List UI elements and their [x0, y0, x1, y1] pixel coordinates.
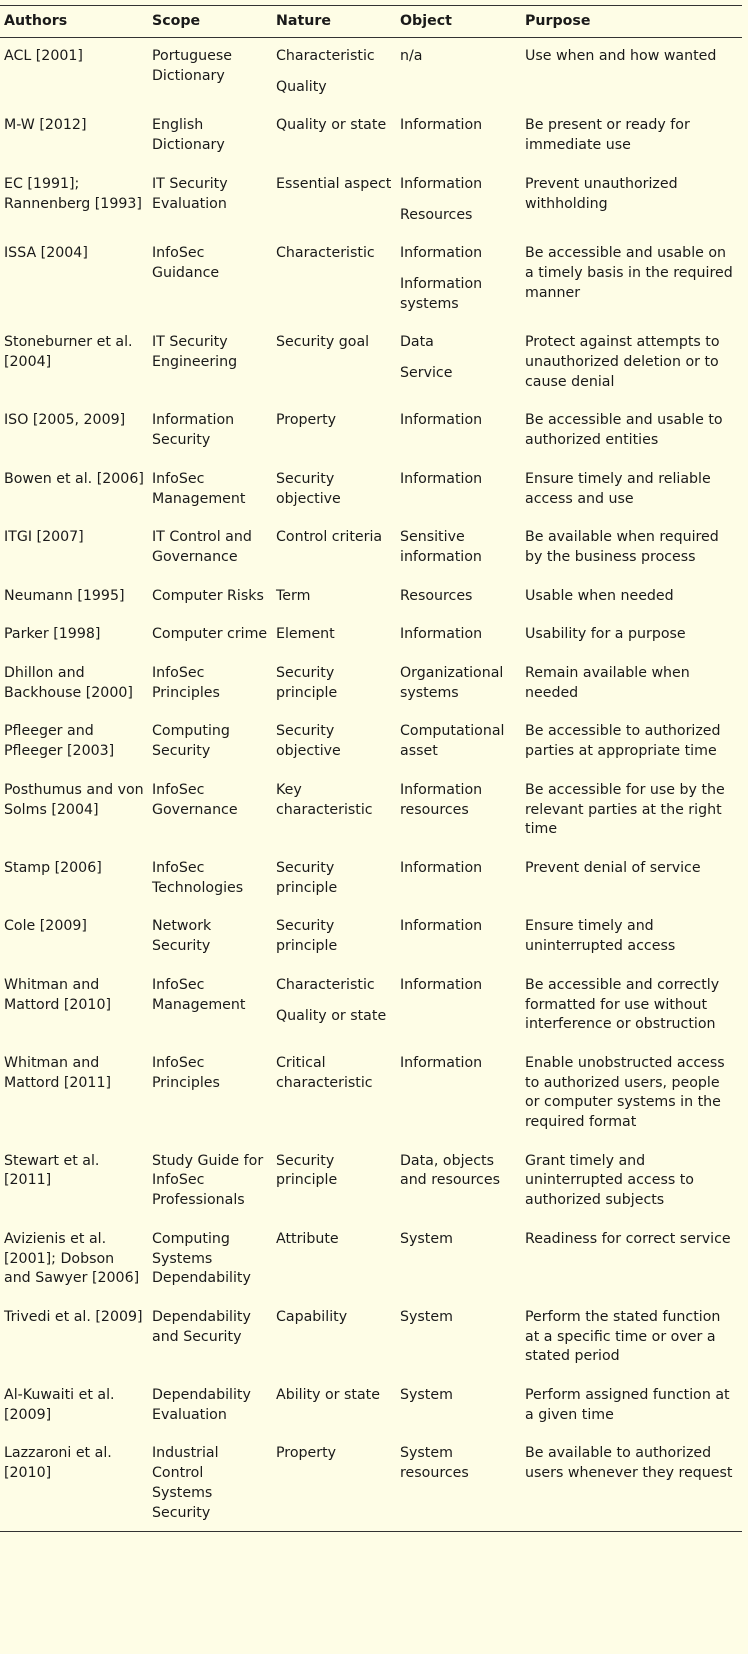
cell-object — [396, 967, 521, 1045]
object-item: System — [400, 1308, 453, 1325]
cell-purpose: Ensure timely and reliable access and use — [525, 470, 711, 507]
cell-scope: InfoSec Management — [152, 976, 246, 1013]
nature-item: Property — [276, 412, 337, 429]
cell-purpose: Use when and how wanted — [525, 48, 717, 64]
cell-scope: English Dictionary — [152, 117, 225, 154]
cell-authors: Lazzaroni et al. [2010] — [0, 1435, 148, 1531]
cell-authors: Bowen et al. [2006] — [4, 470, 144, 487]
cell-purpose: Usable when needed — [525, 587, 674, 604]
cell-scope: Computing Security — [152, 723, 230, 760]
object-item: Information — [400, 1054, 483, 1071]
cell-authors: Stewart et al. [2011] — [4, 1152, 100, 1189]
cell-authors: Pfleeger and Pfleeger [2003] — [4, 723, 115, 760]
object-item: System — [400, 1387, 453, 1404]
object-item: Data — [400, 334, 434, 351]
nature-item: Security principle — [276, 918, 338, 955]
nature-item: Control criteria — [276, 529, 383, 546]
cell-object — [396, 1435, 521, 1531]
cell-authors: M-W [2012] — [4, 117, 87, 134]
cell-object — [396, 1299, 521, 1377]
cell-authors: Neumann [1995] — [4, 587, 125, 604]
cell-nature — [272, 166, 396, 235]
cell-purpose: Be present or ready for immediate use — [525, 117, 690, 154]
cell-scope: InfoSec Technologies — [152, 859, 244, 896]
cell-object — [396, 402, 521, 460]
cell-authors: ACL [2001] — [4, 48, 83, 64]
cell-purpose: Enable unobstructed access to authorized users, people or computer systems in the required format — [525, 1054, 725, 1131]
table-row — [0, 1377, 742, 1435]
cell-scope: Portuguese Dictionary — [152, 48, 232, 84]
cell-scope: Computer Risks — [152, 587, 264, 604]
table-row — [0, 235, 742, 324]
cell-nature — [272, 578, 396, 617]
cell-purpose: Be accessible and usable on a timely basis in the required manner — [525, 245, 733, 301]
header-scope: Scope — [148, 6, 272, 38]
object-item: System resources — [400, 1445, 469, 1482]
cell-nature — [272, 713, 396, 771]
cell-nature — [272, 38, 396, 108]
nature-item: Characteristic — [276, 976, 375, 993]
nature-item: Security objective — [276, 723, 341, 760]
header-authors: Authors — [0, 6, 148, 38]
table-row — [0, 772, 742, 850]
object-item: Organizational systems — [400, 665, 504, 701]
object-item: Information — [400, 626, 483, 643]
cell-nature — [272, 1143, 396, 1221]
cell-scope: Network Security — [152, 918, 212, 955]
cell-purpose: Perform assigned function at a given time — [525, 1387, 730, 1423]
cell-scope: Computing Systems Dependability — [152, 1230, 251, 1287]
cell-nature — [272, 967, 396, 1045]
cell-object — [396, 908, 521, 966]
table-row — [0, 967, 742, 1045]
cell-scope: IT Security Evaluation — [152, 175, 228, 212]
nature-item: Characteristic — [276, 48, 375, 64]
cell-object — [396, 1377, 521, 1435]
cell-nature — [272, 461, 396, 519]
cell-scope: Dependability and Security — [152, 1308, 251, 1345]
table-row — [0, 908, 742, 966]
cell-object — [396, 850, 521, 908]
cell-purpose: Remain available when needed — [525, 665, 690, 701]
cell-purpose: Protect against attempts to unauthorized deletion or to cause denial — [525, 334, 720, 390]
nature-item: Essential aspect — [276, 175, 392, 192]
cell-purpose: Usability for a purpose — [525, 626, 686, 643]
cell-object — [396, 578, 521, 617]
table-row — [0, 38, 742, 108]
cell-authors: Stamp [2006] — [4, 859, 102, 876]
cell-scope: InfoSec Principles — [152, 665, 220, 701]
object-item: Service — [400, 365, 453, 382]
cell-nature — [272, 1377, 396, 1435]
cell-purpose: Perform the stated function at a specific time or over a stated period — [525, 1308, 721, 1365]
cell-purpose: Be accessible and usable to authorized entities — [525, 412, 723, 449]
nature-item: Critical characteristic — [276, 1054, 373, 1091]
cell-nature — [272, 772, 396, 850]
cell-authors: Trivedi et al. [2009] — [4, 1308, 143, 1325]
table-row — [0, 1045, 742, 1143]
nature-item: Quality or state — [276, 117, 387, 134]
cell-purpose: Grant timely and uninterrupted access to authorized subjects — [525, 1152, 694, 1209]
cell-authors: Whitman and Mattord [2011] — [4, 1054, 112, 1091]
cell-authors: ITGI [2007] — [4, 529, 84, 546]
cell-object — [396, 616, 521, 655]
cell-object — [396, 1045, 521, 1143]
nature-item: Term — [276, 587, 311, 604]
table-row — [0, 324, 742, 402]
cell-nature — [272, 107, 396, 165]
header-nature: Nature — [272, 6, 396, 38]
object-item: Information — [400, 117, 483, 134]
cell-scope: InfoSec Governance — [152, 781, 238, 818]
table-body — [0, 38, 742, 1532]
cell-nature — [272, 519, 396, 577]
table-row — [0, 107, 742, 165]
cell-purpose: Be accessible and correctly formatted for use without interference or obstruction — [525, 976, 720, 1033]
cell-object — [396, 655, 521, 713]
table-row — [0, 402, 742, 460]
nature-item: Ability or state — [276, 1387, 380, 1404]
cell-scope: Industrial Control Systems Security — [148, 1435, 272, 1531]
cell-purpose: Prevent unauthorized withholding — [525, 175, 678, 212]
cell-purpose: Be accessible to authorized parties at appropriate time — [525, 723, 721, 760]
table-row — [0, 578, 742, 617]
cell-object — [396, 1143, 521, 1221]
object-item: Data, objects and resources — [400, 1152, 500, 1189]
object-item: Information — [400, 976, 483, 993]
cell-scope: InfoSec Management — [152, 470, 246, 507]
cell-nature — [272, 324, 396, 402]
cell-object — [396, 772, 521, 850]
table-row — [0, 461, 742, 519]
header-row — [0, 6, 742, 38]
cell-authors: Cole [2009] — [4, 918, 87, 935]
availability-definitions-table — [0, 5, 742, 1532]
cell-purpose: Prevent denial of service — [525, 859, 701, 876]
header-object: Object — [396, 6, 521, 38]
object-item: n/a — [400, 48, 423, 64]
cell-nature — [272, 1299, 396, 1377]
cell-purpose: Ensure timely and uninterrupted access — [525, 918, 676, 955]
table-row — [0, 166, 742, 235]
nature-item: Property — [276, 1445, 337, 1462]
cell-nature — [272, 616, 396, 655]
object-item: Information — [400, 245, 483, 262]
cell-object — [396, 519, 521, 577]
table-row — [0, 850, 742, 908]
cell-object — [396, 235, 521, 324]
nature-item: Security objective — [276, 470, 341, 507]
cell-nature — [272, 850, 396, 908]
cell-authors: EC [1991]; Rannenberg [1993] — [4, 175, 142, 212]
cell-authors: Al-Kuwaiti et al. [2009] — [4, 1387, 115, 1423]
nature-item: Key characteristic — [276, 781, 373, 818]
nature-item: Security goal — [276, 334, 370, 351]
nature-item: Quality or state — [276, 1007, 387, 1024]
cell-nature — [272, 235, 396, 324]
cell-scope: Computer crime — [152, 626, 268, 643]
cell-nature — [272, 402, 396, 460]
table-row — [0, 713, 742, 771]
nature-item: Quality — [276, 78, 327, 95]
cell-scope: InfoSec Guidance — [152, 245, 220, 281]
table-row — [0, 1143, 742, 1221]
cell-purpose: Be available to authorized users whenever they request — [521, 1435, 742, 1531]
object-item: Information — [400, 918, 483, 935]
nature-item: Element — [276, 626, 335, 643]
object-item: System — [400, 1230, 453, 1247]
table-row — [0, 616, 742, 655]
cell-nature — [272, 1435, 396, 1531]
cell-purpose: Be available when required by the business process — [525, 529, 719, 565]
table-row — [0, 1299, 742, 1377]
cell-object — [396, 324, 521, 402]
cell-purpose: Be accessible for use by the relevant parties at the right time — [525, 781, 725, 838]
table-row — [0, 1221, 742, 1299]
cell-object — [396, 713, 521, 771]
object-item: Information resources — [400, 781, 483, 818]
cell-authors: Stoneburner et al. [2004] — [4, 334, 133, 371]
cell-object — [396, 166, 521, 235]
nature-item: Security principle — [276, 1152, 338, 1189]
cell-nature — [272, 1221, 396, 1299]
cell-authors: Posthumus and von Solms [2004] — [4, 781, 144, 818]
cell-object — [396, 38, 521, 108]
nature-item: Security principle — [276, 859, 338, 896]
cell-authors: Parker [1998] — [4, 626, 101, 643]
cell-nature — [272, 1045, 396, 1143]
object-item: Computational asset — [400, 723, 505, 760]
object-item: Information — [400, 412, 483, 429]
cell-nature — [272, 908, 396, 966]
object-item: Resources — [400, 206, 473, 223]
cell-authors: ISO [2005, 2009] — [4, 412, 126, 429]
cell-scope: IT Control and Governance — [152, 529, 252, 565]
cell-nature — [272, 655, 396, 713]
cell-purpose: Readiness for correct service — [525, 1230, 731, 1247]
nature-item: Capability — [276, 1308, 348, 1325]
object-item: Information — [400, 470, 483, 487]
nature-item: Attribute — [276, 1230, 339, 1247]
cell-authors: Avizienis et al. [2001]; Dobson and Sawyer [2006] — [4, 1230, 140, 1287]
object-item: Sensitive information — [400, 529, 482, 565]
table-row — [0, 655, 742, 713]
table-row — [0, 1435, 742, 1531]
table-row — [0, 519, 742, 577]
cell-scope: Dependability Evaluation — [152, 1387, 251, 1423]
header-purpose: Purpose — [521, 6, 742, 38]
cell-authors: Whitman and Mattord [2010] — [4, 976, 112, 1013]
cell-object — [396, 1221, 521, 1299]
object-item: Information — [400, 175, 483, 192]
nature-item: Characteristic — [276, 245, 375, 262]
cell-authors: ISSA [2004] — [4, 245, 88, 262]
object-item: Information systems — [400, 275, 483, 312]
nature-item: Security principle — [276, 665, 338, 701]
cell-scope: InfoSec Principles — [152, 1054, 220, 1091]
object-item: Information — [400, 859, 483, 876]
cell-scope: Information Security — [152, 412, 235, 449]
cell-scope: Study Guide for InfoSec Professionals — [152, 1152, 264, 1209]
cell-scope: IT Security Engineering — [152, 334, 238, 371]
object-item: Resources — [400, 587, 473, 604]
cell-object — [396, 107, 521, 165]
cell-object — [396, 461, 521, 519]
table-header — [0, 6, 742, 38]
cell-authors: Dhillon and Backhouse [2000] — [4, 665, 133, 701]
